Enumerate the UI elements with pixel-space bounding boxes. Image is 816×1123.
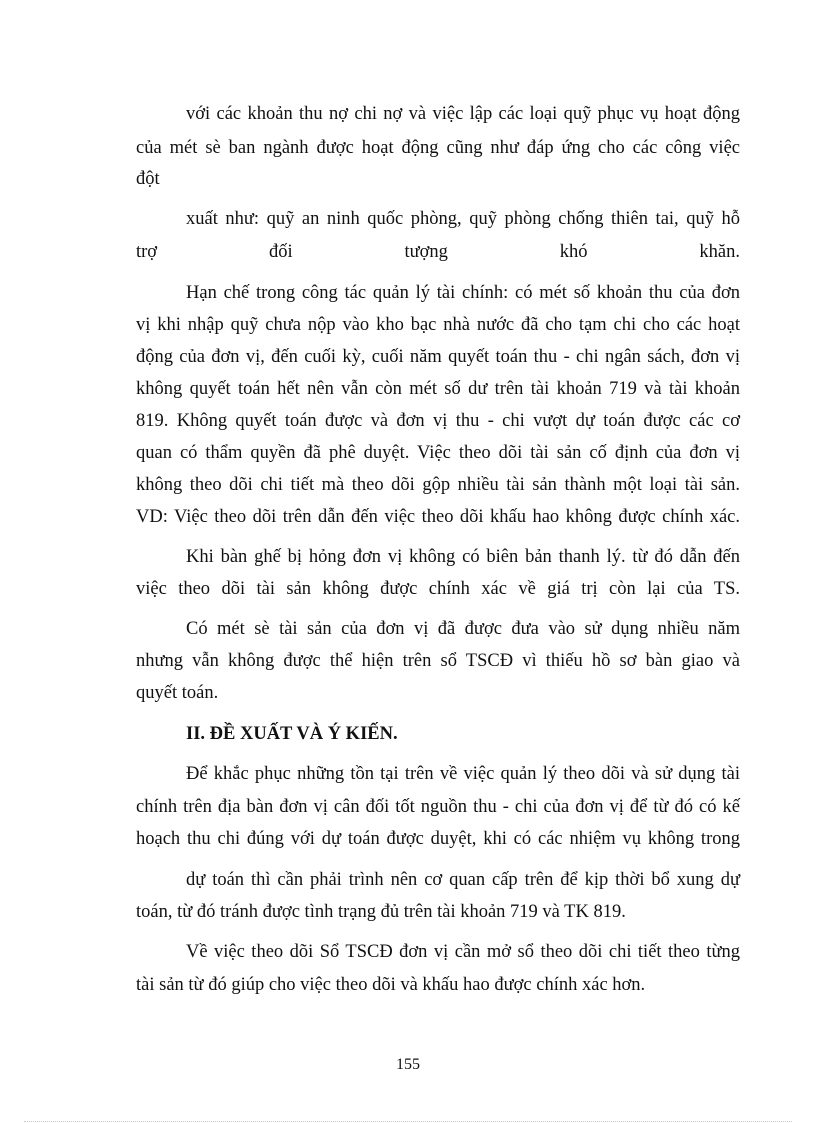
page-bottom-rule (24, 1121, 792, 1122)
paragraph-line: xuất như: quỹ an ninh quốc phòng, quỹ phòng chống thiên tai, quỹ hỗ (186, 209, 740, 229)
paragraph-line: không quyết toán hết nên vẫn còn mét số dư trên tài khoản 719 và tài khoản (136, 379, 740, 399)
paragraph-line: VD: Việc theo dõi trên dẫn đến việc theo dõi khấu hao không được chính xác. (136, 507, 740, 527)
paragraph-line: Khi bàn ghế bị hỏng đơn vị không có biên bản thanh lý. từ đó dẫn đến (186, 547, 740, 567)
paragraph-line: Để khắc phục những tồn tại trên về việc quản lý theo dõi và sử dụng tài (186, 764, 740, 784)
paragraph-line: quan có thẩm quyền đã phê duyệt. Việc theo dõi tài sản cố định của đơn vị (136, 443, 740, 463)
page-number: 155 (396, 1056, 420, 1073)
paragraph-line: vị khi nhập quỹ chưa nộp vào kho bạc nhà nước đã cho tạm chi cho các hoạt (136, 315, 740, 335)
paragraph-line: với các khoản thu nợ chi nợ và việc lập các loại quỹ phục vụ hoạt động (186, 104, 740, 124)
paragraph-line: việc theo dõi tài sản không được chính xác về giá trị còn lại của TS. (136, 579, 740, 599)
paragraph-line: hoạch thu chi đúng với dự toán được duyệt, khi có các nhiệm vụ không trong (136, 829, 740, 849)
paragraph-line: Có mét sè tài sản của đơn vị đã được đưa vào sử dụng nhiều năm (186, 619, 740, 639)
paragraph-line: đột (136, 169, 160, 189)
paragraph-line: nhưng vẫn không được thể hiện trên sổ TSCĐ vì thiếu hồ sơ bàn giao và (136, 651, 740, 671)
paragraph-line: trợ đối tượng khó khăn. (136, 242, 740, 262)
paragraph-line: Hạn chế trong công tác quản lý tài chính: có mét số khoản thu của đơn (186, 283, 740, 303)
paragraph-line: động của đơn vị, đến cuối kỳ, cuối năm quyết toán thu - chi ngân sách, đơn vị (136, 347, 740, 367)
paragraph-line: toán, từ đó tránh được tình trạng đủ trên tài khoản 719 và TK 819. (136, 902, 626, 922)
paragraph-line: tài sản từ đó giúp cho việc theo dõi và khấu hao được chính xác hơn. (136, 975, 646, 995)
paragraph-line: Về việc theo dõi Sổ TSCĐ đơn vị cần mở sổ theo dõi chi tiết theo từng (186, 942, 740, 962)
paragraph-line: không theo dõi chi tiết mà theo dõi gộp nhiều tài sản thành một loại tài sản. (136, 475, 740, 495)
section-heading: II. ĐỀ XUẤT VÀ Ý KIẾN. (186, 724, 398, 744)
paragraph-line: chính trên địa bàn đơn vị cân đối tốt nguồn thu - chi của đơn vị để từ đó có kế (136, 797, 740, 817)
paragraph-line: quyết toán. (136, 683, 219, 703)
paragraph-line: của mét sè ban ngành được hoạt động cũng như đáp ứng cho các công việc (136, 138, 740, 158)
paragraph-line: 819. Không quyết toán được và đơn vị thu - chi vượt dự toán được các cơ (136, 411, 740, 431)
paragraph-line: dự toán thì cần phải trình nên cơ quan cấp trên để kịp thời bổ xung dự (186, 870, 740, 890)
